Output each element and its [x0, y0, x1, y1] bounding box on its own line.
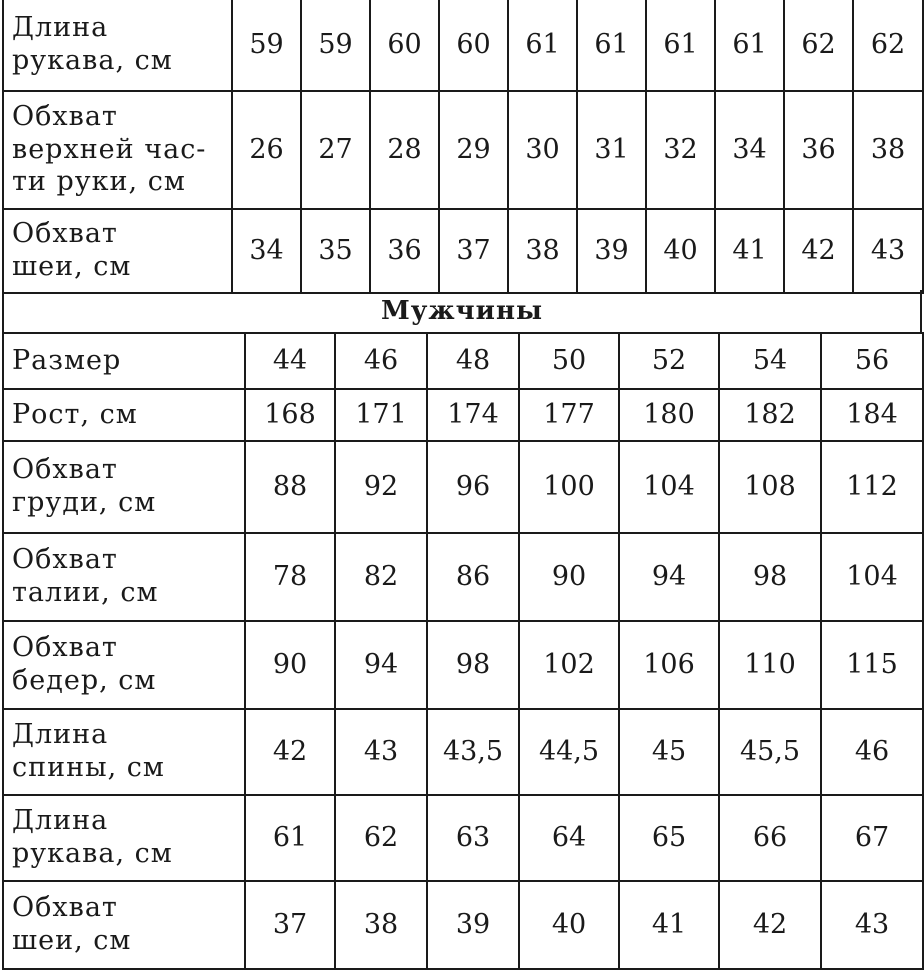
value-cell: 66: [719, 795, 821, 881]
value-cell: 29: [439, 91, 508, 209]
value-cell: 104: [619, 441, 719, 533]
value-cell: 36: [370, 209, 439, 293]
value-cell: 174: [427, 389, 519, 441]
section-title-row: [2, 290, 922, 334]
table-row: [3, 709, 923, 795]
value-cell: 27: [301, 91, 370, 209]
value-cell: 46: [821, 709, 923, 795]
value-cell: 38: [853, 91, 923, 209]
value-cell: 54: [719, 333, 821, 389]
value-cell: 26: [232, 91, 301, 209]
value-cell: 90: [519, 533, 619, 621]
value-cell: 59: [301, 0, 370, 91]
row-label-line: шеи, см: [12, 251, 132, 282]
row-label-line: Длина: [12, 12, 109, 44]
value-cell: 41: [619, 881, 719, 969]
row-label-line: Размер: [12, 344, 122, 376]
value-cell: 61: [715, 0, 784, 91]
value-cell: 46: [335, 333, 427, 389]
value-cell: 115: [821, 621, 923, 709]
value-cell: 61: [508, 0, 577, 91]
value-cell: 61: [646, 0, 715, 91]
value-cell: 45: [619, 709, 719, 795]
value-cell: 45,5: [719, 709, 821, 795]
men-table-body: [3, 333, 923, 969]
row-label: [3, 881, 245, 969]
value-cell: 43: [821, 881, 923, 969]
value-cell: 168: [245, 389, 335, 441]
value-cell: 35: [301, 209, 370, 293]
value-cell: 171: [335, 389, 427, 441]
value-cell: 106: [619, 621, 719, 709]
value-cell: 102: [519, 621, 619, 709]
table-row: [3, 881, 923, 969]
value-cell: 56: [821, 333, 923, 389]
value-cell: 30: [508, 91, 577, 209]
value-cell: 50: [519, 333, 619, 389]
value-cell: 100: [519, 441, 619, 533]
value-cell: 88: [245, 441, 335, 533]
row-label-line: Длина: [12, 805, 109, 837]
value-cell: 94: [619, 533, 719, 621]
table-row: [3, 209, 923, 293]
value-cell: 61: [577, 0, 646, 91]
row-label: [3, 91, 232, 209]
value-cell: 108: [719, 441, 821, 533]
row-label-line: Обхват: [12, 632, 118, 664]
row-label-line: Обхват: [12, 454, 118, 486]
row-label: [3, 389, 245, 441]
table-row: [3, 621, 923, 709]
row-label: [3, 709, 245, 795]
row-label-line: Обхват: [12, 100, 118, 132]
row-label-line: рукава, см: [12, 838, 173, 869]
value-cell: 62: [784, 0, 853, 91]
top-table-body: [3, 0, 923, 293]
size-table-previous-section: [2, 0, 924, 294]
row-label-line: Обхват: [12, 892, 118, 924]
value-cell: 40: [646, 209, 715, 293]
row-label: [3, 0, 232, 91]
value-cell: 180: [619, 389, 719, 441]
value-cell: 96: [427, 441, 519, 533]
row-label-line: талии, см: [12, 577, 159, 608]
row-label-line: шеи, см: [12, 925, 132, 956]
value-cell: 40: [519, 881, 619, 969]
table-row: [3, 533, 923, 621]
value-cell: 90: [245, 621, 335, 709]
value-cell: 67: [821, 795, 923, 881]
value-cell: 39: [577, 209, 646, 293]
value-cell: 86: [427, 533, 519, 621]
value-cell: 28: [370, 91, 439, 209]
row-label-line: Обхват: [12, 218, 118, 250]
value-cell: 94: [335, 621, 427, 709]
value-cell: 64: [519, 795, 619, 881]
row-label-line: Рост, см: [12, 398, 138, 430]
row-label: [3, 209, 232, 293]
value-cell: 110: [719, 621, 821, 709]
value-cell: 38: [508, 209, 577, 293]
row-label: [3, 533, 245, 621]
value-cell: 37: [245, 881, 335, 969]
row-label-line: рукава, см: [12, 45, 173, 76]
row-label-line: Длина: [12, 719, 109, 751]
value-cell: 31: [577, 91, 646, 209]
value-cell: 59: [232, 0, 301, 91]
value-cell: 60: [370, 0, 439, 91]
value-cell: 82: [335, 533, 427, 621]
row-label-line: спины, см: [12, 752, 165, 783]
value-cell: 60: [439, 0, 508, 91]
value-cell: 98: [427, 621, 519, 709]
value-cell: 37: [439, 209, 508, 293]
value-cell: 32: [646, 91, 715, 209]
value-cell: 65: [619, 795, 719, 881]
row-label: [3, 621, 245, 709]
table-row: [3, 795, 923, 881]
section-title: Мужчины: [380, 296, 544, 326]
value-cell: 92: [335, 441, 427, 533]
value-cell: 34: [232, 209, 301, 293]
value-cell: 177: [519, 389, 619, 441]
value-cell: 34: [715, 91, 784, 209]
table-row: [3, 333, 923, 389]
value-cell: 38: [335, 881, 427, 969]
row-label-line: ти руки, см: [12, 166, 186, 198]
value-cell: 98: [719, 533, 821, 621]
size-table-men: [2, 332, 924, 970]
value-cell: 184: [821, 389, 923, 441]
value-cell: 104: [821, 533, 923, 621]
value-cell: 42: [719, 881, 821, 969]
row-label-line: груди, см: [12, 487, 157, 518]
value-cell: 43: [335, 709, 427, 795]
value-cell: 48: [427, 333, 519, 389]
table-row: [3, 91, 923, 209]
value-cell: 182: [719, 389, 821, 441]
value-cell: 44: [245, 333, 335, 389]
table-row: [3, 0, 923, 91]
value-cell: 78: [245, 533, 335, 621]
value-cell: 44,5: [519, 709, 619, 795]
value-cell: 42: [245, 709, 335, 795]
value-cell: 36: [784, 91, 853, 209]
value-cell: 43: [853, 209, 923, 293]
table-row: [3, 441, 923, 533]
row-label: [3, 795, 245, 881]
row-label-line: верхней час-: [12, 133, 207, 165]
value-cell: 39: [427, 881, 519, 969]
row-label-line: Обхват: [12, 544, 118, 576]
value-cell: 41: [715, 209, 784, 293]
value-cell: 61: [245, 795, 335, 881]
value-cell: 63: [427, 795, 519, 881]
value-cell: 42: [784, 209, 853, 293]
value-cell: 52: [619, 333, 719, 389]
value-cell: 62: [853, 0, 923, 91]
table-row: [3, 389, 923, 441]
value-cell: 112: [821, 441, 923, 533]
value-cell: 62: [335, 795, 427, 881]
row-label: [3, 441, 245, 533]
row-label: [3, 333, 245, 389]
row-label-line: бедер, см: [12, 665, 157, 696]
value-cell: 43,5: [427, 709, 519, 795]
